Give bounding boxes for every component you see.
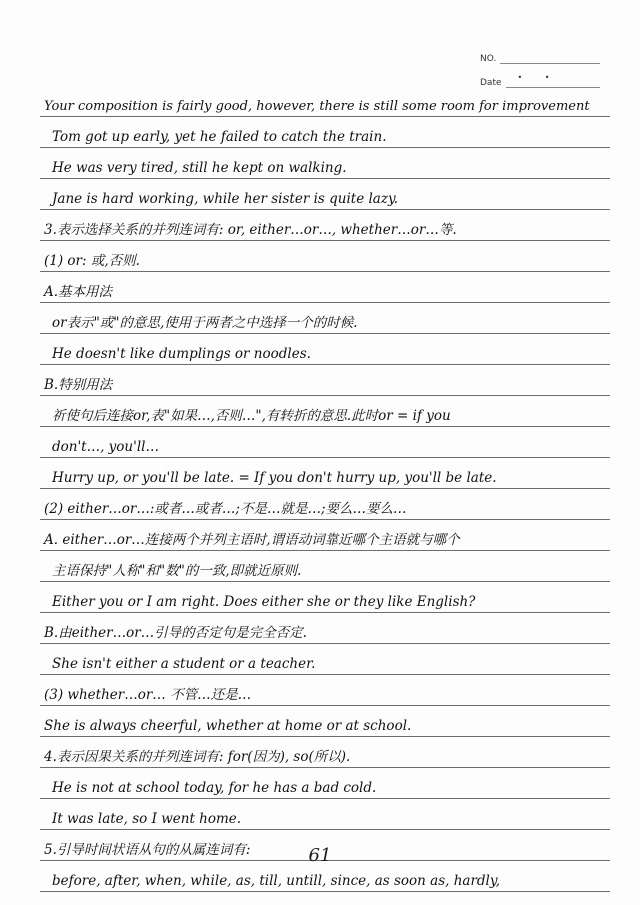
ruled-line xyxy=(40,272,610,303)
ruled-line xyxy=(40,86,610,117)
ruled-line xyxy=(40,551,610,582)
ruled-line xyxy=(40,706,610,737)
page-header xyxy=(480,40,600,88)
note-text: He doesn't like dumplings or noodles. xyxy=(52,346,311,362)
ruled-line xyxy=(40,303,610,334)
ruled-line xyxy=(40,210,610,241)
no-field xyxy=(480,40,600,64)
note-text: It was late, so I went home. xyxy=(52,811,242,827)
note-text: A.基本用法 xyxy=(44,284,113,300)
note-text: (3) whether…or… 不管…还是… xyxy=(44,687,252,703)
handwritten-notes xyxy=(40,86,610,892)
note-text: She isn't either a student or a teacher. xyxy=(52,656,316,672)
ruled-line xyxy=(40,458,610,489)
note-text: (2) either…or…:或者…或者…;不是…就是…;要么…要么… xyxy=(44,501,407,517)
ruled-line xyxy=(40,644,610,675)
date-label: Date xyxy=(480,78,502,88)
no-underline xyxy=(500,49,600,64)
ruled-line xyxy=(40,768,610,799)
note-text: A. either…or…连接两个并列主语时,谓语动词靠近哪个主语就与哪个 xyxy=(44,532,460,548)
ruled-line xyxy=(40,582,610,613)
note-text: 4.表示因果关系的并列连词有: for(因为), so(所以). xyxy=(44,749,351,765)
note-text: Jane is hard working, while her sister is quite lazy. xyxy=(52,191,399,207)
note-text: He is not at school today, for he has a bad cold. xyxy=(52,780,377,796)
note-text: before, after, when, while, as, till, untill, since, as soon as, hardly, xyxy=(52,873,500,889)
ruled-line xyxy=(40,148,610,179)
note-text: Tom got up early, yet he failed to catch the train. xyxy=(52,129,387,145)
ruled-line xyxy=(40,489,610,520)
ruled-line xyxy=(40,117,610,148)
ruled-line xyxy=(40,520,610,551)
note-text: He was very tired, still he kept on walking. xyxy=(52,160,347,176)
date-dots: • • xyxy=(517,73,560,82)
no-label: NO. xyxy=(480,54,497,64)
ruled-line xyxy=(40,396,610,427)
note-text: She is always cheerful, whether at home or at school. xyxy=(44,718,412,734)
ruled-line xyxy=(40,427,610,458)
ruled-line xyxy=(40,365,610,396)
note-text: 祈使句后连接or,表"如果…,否则…",有转折的意思.此时or = if you xyxy=(52,408,451,424)
date-field xyxy=(480,64,600,88)
note-text: (1) or: 或,否则. xyxy=(44,253,140,269)
ruled-line xyxy=(40,737,610,768)
ruled-line xyxy=(40,613,610,644)
note-text: don't…, you'll… xyxy=(52,439,159,455)
ruled-line xyxy=(40,799,610,830)
note-text: B.由either…or…引导的否定句是完全否定. xyxy=(44,625,307,641)
ruled-line xyxy=(40,241,610,272)
note-text: 3.表示选择关系的并列连词有: or, either…or…, whether…or…等. xyxy=(44,222,457,238)
note-text: Either you or I am right. Does either she or they like English? xyxy=(52,594,476,610)
ruled-line xyxy=(40,675,610,706)
note-text: Your composition is fairly good, however, there is still some room for improvement xyxy=(44,99,590,114)
note-text: Hurry up, or you'll be late. = If you don't hurry up, you'll be late. xyxy=(52,470,497,486)
note-text: 5.引导时间状语从句的从属连词有: xyxy=(44,842,251,858)
page-number: 61 xyxy=(308,845,332,866)
note-text: 主语保持"人称"和"数"的一致,即就近原则. xyxy=(52,563,302,579)
ruled-line xyxy=(40,334,610,365)
ruled-line xyxy=(40,179,610,210)
note-text: B.特别用法 xyxy=(44,377,113,393)
note-text: or表示"或"的意思,使用于两者之中选择一个的时候. xyxy=(52,315,358,331)
